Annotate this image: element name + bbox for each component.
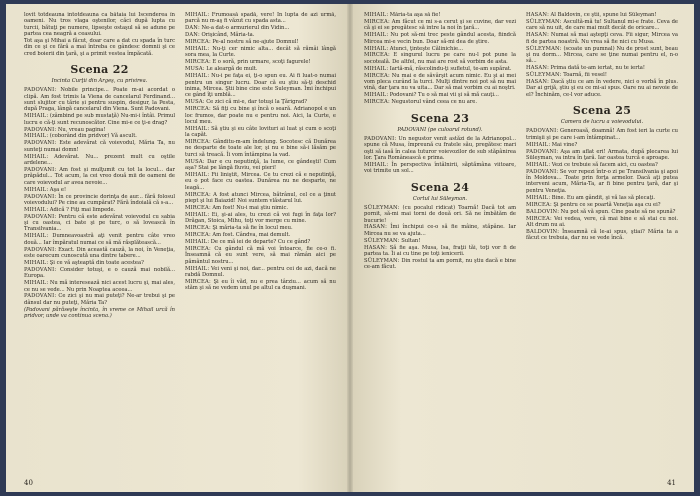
dialogue-paragraph: HASAN: Prima dată te-am iertat, nu te ierta! [526, 65, 645, 72]
dialogue-paragraph: SÜLEYMAN: Toarnă, fii vesel! [526, 72, 607, 79]
dialogue-paragraph: MIRCEA: Gânditu-m-am îndelung. Socotesc că Dunărea ne desparte de toate ale lor, şi nu e bine să-i lăsăm pe turci să treacă. Îi vom întâmpina la vad. [185, 139, 336, 158]
right-column-2 [526, 12, 678, 470]
dialogue-text: Ei, şi-ai ales, tu crezi că voi fugi în faţa lor? Drăgan, Stoica, Mihu, toţi vor merge cu mine. [185, 211, 336, 225]
speaker-name: MIHAIL [24, 113, 47, 120]
dialogue-paragraph: SÜLEYMAN: (scoate un pumnal) Nu de prost sunt, beau şi nu dorm... Mircea, care se ţine numai pentru el, n-o să... [526, 45, 678, 65]
dialogue-paragraph: MIRCEA: Pe-al nostru să ne-ajute Domnul! [185, 39, 299, 46]
speaker-name: BALDOVIN [526, 208, 558, 215]
speaker-name: MIHAIL [364, 12, 387, 18]
scene-setting: Camera de lucru a voievodului. [560, 119, 644, 126]
page-number-left: 40 [24, 479, 33, 487]
speaker-name: MUSA [185, 99, 203, 106]
speaker-name: DAN [185, 25, 199, 32]
speaker-name: HASAN [364, 224, 386, 231]
speaker-name: MUSA [185, 66, 203, 73]
dialogue-text: Ascultă-mă tu! Sultanul mi-e frate. Ceva de care să nu uit, de care mai mult decât de oricare... [526, 18, 678, 32]
speaker-name: MIRCEA [185, 59, 209, 66]
dialogue-paragraph: MIHAIL: Aşa e! [24, 186, 67, 193]
dialogue-paragraph: PADOVANI: Este adevărat că voievodul, Măria Ta, nu sunteţi numai domn! [24, 140, 175, 153]
dialogue-text: E o soră, prin urmare, scoţi fagurele! [212, 59, 311, 66]
dialogue-paragraph: MIHAIL: Nu-ţi cer nimic alta... decât să rămâi lângă sora mea, la Curte. [185, 46, 336, 59]
dialogue-text: În perspectiva întâlnirii, săptămâna viitoare, voi trimite un sol... [364, 161, 516, 175]
speaker-name: PADOVANI [24, 266, 55, 273]
dialogue-paragraph: HASAN: Să fie aşa. Musa, Isa, fraţii tăi, toţi vor fi de partea ta. Îi ai cu tine pe toţi ienicerii. [364, 244, 516, 257]
dialogue-text: Aşa am aflat eri! Armata, după plecarea lui Süleyman, va intra în ţară. Iar oastea turcă e aproape. [526, 148, 678, 161]
dialogue-text: Nu pot să vă spun. Cine poate să ne spună? [560, 208, 676, 215]
speaker-name: MIHAIL [24, 133, 47, 140]
dialogue-paragraph: MIRCEA: Am fost! Nu-i mai ştiu nimic. [185, 204, 289, 211]
dialogue-paragraph: MIHAIL: (zâmbind pe sub mustaţă) Nu-mi-i întâi. Primul lucru e că-ţi sunt recunoscător. Cine mi-e ce ţi-e drag? [24, 113, 175, 126]
dialogue-text: Numai să mai aştepţi ceva. Fii sigur, Mircea va fi de partea noastră. Nu vrea să fie nici cu Musa. [526, 32, 678, 45]
speaker-name: MIHAIL [185, 238, 208, 245]
dialogue-text: Ce zici că mi-e, dar totuşi la Ţărigrad? [206, 99, 308, 106]
dialogue-text: Fii liniştit, Mircea. Ce tu crezi că e neputinţă, eu o pot face cu oastea. Dunărea nu ne desparte, ne leagă... [185, 171, 336, 191]
speaker-name: HASAN [526, 65, 548, 72]
speaker-name: MIHAIL [526, 141, 549, 148]
scene-heading: Scena 24 [410, 180, 470, 194]
speaker-name: MIHAIL [364, 161, 387, 168]
dialogue-text: (coborând din pridvor) Vă ascult. [49, 133, 137, 140]
dialogue-paragraph: HASAN: Al Baldovin, ce ştii, spune lui Süleyman! [526, 12, 657, 18]
dialogue-text: (cu pocalul ridicat) Toarnă! Dacă tot am pornit, să-mi mai torni de două ori. Să ne îmbătăm de bucurie! [364, 204, 516, 224]
dialogue-paragraph: MUSA: Ce zici că mi-e, dar totuşi la Ţărigrad? [185, 99, 308, 106]
dialogue-paragraph: MIHAIL: Nu pot să-mi trec peste gândul acesta, fiindcă Mircea mi-e vecin bun. Doar să-mi dea de ştire. [364, 32, 516, 45]
dialogue-paragraph: MIHAIL: Adică ? Fiţi mai limpede. [24, 206, 116, 213]
dialogue-paragraph: PADOVANI: Exact. Din această cauză, la noi, în Veneţia, este oarecum cunoscută una dintre tabere... [24, 246, 175, 260]
dialogue-paragraph: MIRCEA: Am fost. Cândva, mai demult. [185, 232, 291, 239]
dialogue-paragraph: MIHAIL: Mai vine? [526, 141, 578, 148]
speaker-name: PADOVANI [24, 87, 55, 94]
speaker-name: MIHAIL [24, 259, 47, 266]
dialogue-text: (zâmbind pe sub mustaţă) Nu-mi-i întâi. Primul lucru e că-ţi sunt recunoscător. Cine mi-e ce ţi-e drag? [24, 113, 175, 126]
speaker-name: MIHAIL [526, 161, 549, 168]
dialogue-text: Gânditu-m-am îndelung. Socotesc că Dunărea ne desparte de toate ale lor, şi nu e bine să-i lăsăm pe turci să treacă. Îi vom întâmpina la vad. [185, 139, 336, 158]
scene-setting: Cortul lui Süleyman. [412, 195, 468, 202]
dialogue-paragraph: MIHAIL: Nu mă interesează nici acest lucru şi, mai ales, ce nu se vede... Nu prin Noaptea aceea... [24, 280, 175, 293]
speaker-name: MIRCEA [185, 278, 209, 285]
speaker-name: PADOVANI [24, 293, 55, 300]
dialogue-paragraph: PADOVANI: Aşa am aflat eri! Armata, după plecarea lui Süleyman, va intra în ţară. Iar oastea turcă e aproape. [526, 148, 678, 161]
dialogue-text: Nu-ţi cer nimic alta... decât să rămâi lângă sora mea, la Curte. [185, 46, 336, 59]
dialogue-text: Nu, vreau pagina! [57, 126, 106, 133]
dialogue-paragraph: HASAN: Dacă ştiu ce am în vedere, nici o vorbă în plus. Dar ai grijă, ştiu şi eu ce mi-ai spus. Oare nu ai nevoie de el? Închinăm, ce-l vor aduce. [526, 79, 678, 98]
speaker-name: MUSA [185, 158, 203, 165]
speaker-name: MIHAIL [185, 125, 208, 132]
dialogue-paragraph: MIHAIL: De ce mă iei de departe? Cu ce gând? [185, 238, 311, 245]
dialogue-paragraph: PADOVANI: Am fost și mulţumit cu tot la locul... dar prăpădul... Tot acum, la cei vreo două mii de oameni de care voievodul ar avea nevoie... [24, 166, 175, 186]
speaker-name: MIHAIL [364, 92, 387, 99]
dialogue-paragraph: PADOVANI: Ce zici şi nu mai puteţi? Ne-ar trebui şi pe dânsul dar nu puteţi, Măria Ta? [24, 293, 175, 306]
speaker-name: MIRCEA [526, 201, 550, 208]
dialogue-paragraph: MIRCEA: Vei vedea, vere, că mai bine e să stai cu noi. Alt drum nu ai. [526, 215, 678, 228]
dialogue-paragraph: MIHAIL: Să ştiu şi eu câte lovituri ai luat şi cum o scoţi la capăt. [185, 125, 336, 139]
speaker-name: PADOVANI [24, 126, 55, 133]
dialogue-text: lovit totdeauna întotdeauna ca bătaia lui Iscenderea în oameni. Nu tros vlaga oştenilor, căci după lupta cu turcii, bătuţi pe numere, lipseşte ostaşul să se adune pe partea cea neagră a ceasului. [24, 12, 175, 38]
dialogue-paragraph: MIHAIL: Şi ce vă aşteaptă din toate acestea? [24, 259, 144, 266]
dialogue-text: Nu-i pe faţa ei, ţi-o spun eu. Ai fi luat-o numai pentru un singur lucru. Doar că eu ştiu să-ţi deschid inima, Mircea. Ştii bine cine este Suleyman. Îmi închipui ce gând îţi umblă... [185, 73, 336, 99]
dialogue-text: Negustorul vând ceea ce nu are. [391, 99, 478, 106]
speaker-name: PADOVANI [24, 246, 55, 253]
dialogue-text: Am fost. Cândva, mai demult. [212, 232, 291, 239]
scene-setting: PADOVANI (pe culoarul rotund). [397, 126, 483, 133]
book-gutter [347, 4, 353, 492]
speaker-name: HASAN [526, 32, 548, 39]
speaker-name: SÜLEYMAN [364, 257, 398, 264]
dialogue-paragraph: SÜLEYMAN: Sultan! [364, 237, 421, 244]
dialogue-paragraph: MIHAIL: Bine. Eu am gândit, şi vă las să plecaţi. [526, 194, 656, 201]
right-page [350, 4, 694, 492]
speaker-name: HASAN [364, 244, 386, 251]
speaker-name: PADOVANI [526, 168, 557, 175]
speaker-name: MIRCEA [185, 204, 209, 211]
stage-direction: (Padovani părăseşte încinta, în vreme ce Mihail urcă în pridvor, unde va continua scena.) [24, 306, 175, 320]
dialogue-paragraph: MIRCEA: Şi eu îi văd, nu e prea târziu... acum să nu stăm şi să ne vedem unul pe altul ca duşmani. [185, 278, 336, 292]
dialogue-text: De ce mă iei de departe? Cu ce gând? [210, 238, 311, 245]
dialogue-text: Nu mă interesează nici acest lucru şi, mai ales, ce nu se vede... Nu prin Noaptea aceea... [24, 280, 175, 293]
dialogue-text: Vei veni şi noi, dar... pentru cei de azi, dacă ne rabdă Domnul. [185, 265, 336, 278]
right-page-columns [364, 12, 678, 470]
dialogue-text: Prima dată te-am iertat, nu te ierta! [550, 65, 645, 72]
left-page [6, 4, 350, 492]
speaker-name: MIHAIL [24, 206, 47, 213]
dialogue-text: Al Baldovin, ce ştii, spune lui Süleyman! [550, 12, 657, 18]
speaker-name: MIRCEA [364, 72, 388, 79]
dialogue-text: Am fost și mulţumit cu tot la locul... dar prăpădul... Tot acum, la cei vreo două mii de oameni de care voievodul ar avea nevoie... [24, 166, 175, 186]
dialogue-text: Şi pentru ce se poartă Veneţia aşa cu ei? [553, 201, 661, 208]
dialogue-text: A fost atunci Mircea, bătrânul, cel ce a ţinut piept şi lui Baiazid! Noi suntem vlăstarul lui. [185, 191, 336, 204]
dialogue-text: Sultan! [401, 237, 421, 244]
dialogue-paragraph: PADOVANI: Pentru că este adevărat voievodul cu sabia şi cu oastea, ci bate şi pe turc, o să lovească în Transilvania... [24, 213, 175, 233]
speaker-name: PADOVANI [364, 135, 395, 142]
dialogue-text: Atunci, ţinteşte Călinichie... [389, 45, 464, 52]
dialogue-paragraph: SÜLEYMAN: Din rostul ta am pornit, nu ştiu dacă e bine ce-am făcut. [364, 257, 516, 271]
dialogue-text: Consider totuşi, e o cauză mai nobilă... Europa. [24, 266, 175, 280]
speaker-name: PADOVANI [24, 213, 55, 220]
dialogue-text: Mai vine? [551, 141, 578, 148]
dialogue-text: Le aleargă de mult. [206, 66, 258, 73]
dialogue-paragraph: MIHAIL: Nu-i pe faţa ei, ţi-o spun eu. Ai fi luat-o numai pentru un singur lucru. Doar că eu ştiu să-ţi deschid inima, Mircea. Ştii bine cine este Suleyman. Îmi închipui ce gând îţi umblă... [185, 73, 336, 99]
dialogue-text: Vei vedea, vere, că mai bine e să stai cu noi. Alt drum nu ai. [526, 215, 678, 228]
speaker-name: MIRCEA [185, 106, 209, 113]
speaker-name: HASAN [526, 12, 548, 18]
dialogue-paragraph: SÜLEYMAN: Ascultă-mă tu! Sultanul mi-e frate. Ceva de care să nu uit, de care mai mult decât de oricare... [526, 18, 678, 32]
dialogue-text: Şi eu îi văd, nu e prea târziu... acum să nu stăm şi să ne vedem unul pe altul ca duşmani. [185, 278, 336, 292]
dialogue-text: Dumneavoastră aţi venit pentru câte vreo două... Iar împăratul numai ce să mă răsplătească... [24, 233, 175, 246]
dialogue-paragraph: MIHAIL: În perspectiva întâlnirii, săptămâna viitoare, voi trimite un sol... [364, 161, 516, 175]
dialogue-text: Se vor repezi într-o zi pe Transilvania şi apoi în Moldova... Toate prin forţa armelor. Dacă aţi putea interveni acum, Măria-Ta, ar fi bine pentru ţară, dar şi pentru Veneţia. [526, 168, 678, 194]
speaker-name: SÜLEYMAN [364, 237, 398, 244]
dialogue-paragraph: HASAN: Îmi închipui ce-o să fie mâine, stăpâne. Iar Mircea nu se va ajuta... [364, 224, 516, 237]
dialogue-text: Am fost! Nu-i mai ştiu nimic. [212, 204, 289, 211]
dialogue-text: Măria-ta aşa să fie! [389, 12, 441, 18]
dialogue-paragraph: MUSA: Dar e cu neputinţă, la lume, ce gândeşti! Cum aşa? Stai pe lângă fluviu, vei pieri! [185, 158, 336, 172]
speaker-name: MIHAIL [364, 45, 387, 52]
scene-heading: Scena 22 [70, 63, 129, 76]
speaker-name: HASAN [526, 79, 548, 85]
scene-heading: Scena 23 [410, 111, 470, 125]
dialogue-paragraph: MIHAIL: Podovani? Tu o să mai vii şi să mă cauţi... [364, 92, 499, 99]
dialogue-text: Şi măria-ta să fie în locul meu. [212, 225, 293, 232]
dialogue-text: Dacă ştiu ce am în vedere, nici o vorbă în plus. Dar ai grijă, ştiu şi eu ce mi-ai spus. Oare nu ai nevoie de el? Închinăm, ce-l vor aduce. [526, 79, 678, 98]
dialogue-paragraph [24, 38, 175, 57]
dialogue-text: E singurul lucru pe care nu-l pot pune la socoteală. De altfel, nu mai are rost să vorbim de asta. [364, 52, 516, 65]
dialogue-paragraph [24, 12, 175, 37]
dialogue-text: Din rostul ta am pornit, nu ştiu dacă e bine ce-am făcut. [364, 257, 516, 271]
dialogue-text: Să fiţi cu bine şi încă o seară. Adrianopol e un loc frumos, dar poate nu e pentru noi. Aici, la Curte, e locul meu. [185, 106, 336, 125]
dialogue-paragraph: MUSA: Le aleargă de mult. [185, 66, 258, 73]
speaker-name: PADOVANI [526, 148, 557, 155]
dialogue-text: Să ştiu şi eu câte lovituri ai luat şi cum o scoţi la capăt. [185, 125, 336, 139]
speaker-name: MIHAIL [24, 153, 47, 160]
dialogue-text: Îmi închipui ce-o să fie mâine, stăpâne. Iar Mircea nu se va ajuta... [364, 224, 516, 237]
dialogue-text: Nu mai e de săvârşit acum nimic. Eu şi ai mei vom pleca curând la turci. Mulţi dintre noi pot să nu mai vină, dar ţara nu va uita... Dar să mai vorbim cu ai noştri. [364, 72, 516, 92]
dialogue-paragraph: PADOVANI: Nu, vreau pagina! [24, 126, 106, 133]
scene-setting: Incinta Curţii din Argeş, cu privirea. [51, 78, 148, 84]
book-spread [6, 4, 694, 492]
dialogue-paragraph: BALDOVIN: Înseamnă că le-ai spus, ştiai? Măria ta a făcut ce trebuia, dar nu se vede încă. [526, 228, 678, 242]
dialogue-paragraph: PADOVANI: În ce provincie dorinţa de aur... fără folosul voievodului? Pe cine au cumpărat? Fără îndoială că s-a... [24, 193, 175, 206]
dialogue-paragraph: MIRCEA: Să fiţi cu bine şi încă o seară. Adrianopol e un loc frumos, dar poate nu e pentru noi. Aici, la Curte, e locul meu. [185, 106, 336, 125]
dialogue-text: Podovani? Tu o să mai vii şi să mă cauţi... [389, 92, 499, 99]
dialogue-text: Adevărat. Nu... prezent mult cu oştile ardelene... [24, 153, 175, 167]
dialogue-text: Ce zici şi nu mai puteţi? Ne-ar trebui şi pe dânsul dar nu puteţi, Măria Ta? [24, 293, 175, 306]
speaker-name: MIHAIL [364, 32, 387, 39]
dialogue-paragraph: MIHAIL: Frumoasă spadă, vere! În lupta de azi urmă, parcă nu m-aş fi văzut cu spada asta... [185, 12, 336, 25]
dialogue-paragraph: PADOVANI: Un negustor venit astăzi de la Adrianopol... spune că Musa, împreună cu fratele său, pregătesc mari oşti să iasă în calea tuturor voievozilor de sub stăpânirea lor. Ţara Românească e prima. [364, 135, 516, 161]
dialogue-paragraph: PADOVANI: Se vor repezi într-o zi pe Transilvania şi apoi în Moldova... Toate prin forţa armelor. Dacă aţi putea interveni acum, Măria-Ta, ar fi bine pentru ţară, dar şi pentru Veneţia. [526, 168, 678, 194]
dialogue-paragraph: MIRCEA: Şi măria-ta să fie în locul meu. [185, 225, 293, 232]
dialogue-text: Ne-a dat-o armurierul din Vidin... [201, 25, 290, 32]
dialogue-text: În ce provincie dorinţa de aur... fără folosul voievodului? Pe cine au cumpărat? Fără îndoială că s-a... [24, 193, 175, 206]
speaker-name: SÜLEYMAN [526, 45, 560, 52]
dialogue-paragraph: MIHAIL: Atunci, ţinteşte Călinichie... [364, 45, 464, 52]
speaker-name: MIHAIL [185, 46, 208, 53]
dialogue-paragraph: MIHAIL: Vei veni şi noi, dar... pentru cei de azi, dacă ne rabdă Domnul. [185, 265, 336, 278]
dialogue-text: Tot aşa şi Mihai a făcut, doar care a dat cu spada în turc din ce şi ce fără a mai întreba ce gândesc domnii şi ce cred boierii din ţară, şi a primit vestea împăcată. [24, 37, 175, 57]
dialogue-text: Exact. Din această cauză, la noi, în Veneţia, este oarecum cunoscută una dintre tabere... [24, 246, 175, 260]
dialogue-paragraph: BALDOVIN: Nu pot să vă spun. Cine poate să ne spună? [526, 208, 676, 215]
dialogue-text: Pe-al nostru să ne-ajute Domnul! [212, 39, 299, 46]
speaker-name: PADOVANI [526, 128, 557, 135]
speaker-name: MIRCEA [185, 232, 209, 239]
dialogue-text: Şi ce vă aşteaptă din toate acestea? [49, 259, 144, 266]
dialogue-paragraph: MIHAIL: Dumneavoastră aţi venit pentru câte vreo două... Iar împăratul numai ce să mă răsplătească... [24, 233, 175, 246]
speaker-name: BALDOVIN [526, 228, 558, 235]
dialogue-text: Să fie aşa. Musa, Isa, fraţii tăi, toţi vor fi de partea ta. Îi ai cu tine pe toţi ienicerii. [364, 244, 516, 257]
speaker-name: MIHAIL [185, 265, 208, 272]
speaker-name: MIRCEA [185, 191, 209, 198]
dialogue-paragraph: MIRCEA: Nu mai e de săvârşit acum nimic. Eu şi ai mei vom pleca curând la turci. Mulţi dintre noi pot să nu mai vină, dar ţara nu va uita... Dar să mai vorbim cu ai noştri. [364, 72, 516, 92]
dialogue-paragraph: MIRCEA: Şi pentru ce se poartă Veneţia aşa cu ei? [526, 201, 661, 208]
dialogue-paragraph: MIRCEA: Am făcut ce mi s-a cerut şi se cuvine, dar vezi că şi ei se pregătesc să intre la noi în ţară... [364, 18, 516, 32]
dialogue-paragraph: MIHAIL: Vezi ce trebuie să facem aici, cu oastea? [526, 161, 658, 168]
left-column-1 [24, 12, 175, 470]
left-page-columns [24, 12, 336, 470]
dialogue-text: Nobile principe... Poate m-ai acordat o clipă. Am fost trimis la Viena de cancelarul Ferdinand... sunt slujitor cu tărie și pentru suspin, desigur, la Pesta, după Praga, lângă cancelarul din Viena. Sunt Padovani. [24, 87, 175, 113]
dialogue-paragraph: MIHAIL: Fii liniştit, Mircea. Ce tu crezi că e neputinţă, eu o pot face cu oastea. Dunărea nu ne desparte, ne leagă... [185, 171, 336, 191]
dialogue-text: Pentru că este adevărat voievodul cu sabia şi cu oastea, ci bate şi pe turc, o să lovească în Transilvania... [24, 213, 175, 233]
dialogue-text: Aşa e! [49, 186, 67, 193]
left-column-2 [185, 12, 336, 470]
dialogue-paragraph: DAN: Ne-a dat-o armurierul din Vidin... [185, 25, 290, 32]
dialogue-paragraph: SÜLEYMAN: (cu pocalul ridicat) Toarnă! Dacă tot am pornit, să-mi mai torni de două ori. Să ne îmbătăm de bucurie! [364, 204, 516, 224]
dialogue-text: Înseamnă că le-ai spus, ştiai? Măria ta a făcut ce trebuia, dar nu se vede încă. [526, 228, 678, 242]
speaker-name: MIHAIL [185, 12, 208, 18]
dialogue-paragraph: HASAN: Numai să mai aştepţi ceva. Fii sigur, Mircea va fi de partea noastră. Nu vrea să fie nici cu Musa. [526, 32, 678, 45]
dialogue-text: Un negustor venit astăzi de la Adrianopol... spune că Musa, împreună cu fratele său, pregătesc mari oşti să iasă în calea tuturor voievozilor de sub stăpânirea lor. Ţara Românească e prima. [364, 135, 516, 161]
dialogue-paragraph: MIRCEA: E singurul lucru pe care nu-l pot pune la socoteală. De altfel, nu mai are rost să vorbim de asta. [364, 52, 516, 65]
speaker-name: PADOVANI [24, 193, 55, 200]
speaker-name: MIHAIL [185, 73, 208, 80]
dialogue-paragraph: MIRCEA: A fost atunci Mircea, bătrânul, cel ce a ţinut piept şi lui Baiazid! Noi suntem vlăstarul lui. [185, 191, 336, 204]
speaker-name: MIHAIL [24, 233, 47, 240]
speaker-name: PADOVANI [24, 140, 55, 147]
dialogue-paragraph: MIRCEA: Cu gândul că mă voi întoarce, fie ce-o fi. Înseamnă că eu sunt vere, să mai rămân aici pe pământul nostru... [185, 245, 336, 265]
page-number-right: 41 [667, 479, 676, 487]
speaker-name: MIRCEA [185, 139, 209, 146]
scene-heading: Scena 25 [572, 104, 632, 118]
dialogue-text: Bine. Eu am gândit, şi vă las să plecaţi. [551, 194, 656, 201]
dialogue-paragraph: MIHAIL: (coborând din pridvor) Vă ascult. [24, 133, 137, 140]
dialogue-paragraph: DAN: Orişicând, Măria-ta. [185, 32, 255, 39]
dialogue-text: (scoate un pumnal) Nu de prost sunt, beau şi nu dorm... Mircea, care se ţine numai pentru el, n-o să... [526, 45, 678, 65]
speaker-name: MIRCEA [185, 225, 209, 232]
speaker-name: MIRCEA [185, 39, 209, 46]
dialogue-text: Generoasă, doamnă! Am fost ieri la curte cu trimişii şi pe care i-am întâmpinat... [526, 128, 678, 141]
dialogue-text: Cu gândul că mă voi întoarce, fie ce-o fi. Înseamnă că eu sunt vere, să mai rămân aici pe pământul nostru... [185, 245, 336, 265]
dialogue-paragraph: MIHAIL: Adevărat. Nu... prezent mult cu oştile ardelene... [24, 153, 175, 167]
right-column-1 [364, 12, 516, 470]
dialogue-text: Nu pot să-mi trec peste gândul acesta, fiindcă Mircea mi-e vecin bun. Doar să-mi dea de ştire. [364, 32, 516, 45]
dialogue-paragraph: MIRCEA: Negustorul vând ceea ce nu are. [364, 99, 478, 106]
speaker-name: MIRCEA [364, 52, 388, 59]
speaker-name: MIRCEA [364, 18, 388, 25]
speaker-name: MIHAIL [364, 65, 387, 72]
speaker-name: MIHAIL [185, 211, 208, 218]
dialogue-paragraph: MIHAIL: Ei, şi-ai ales, tu crezi că voi fugi în faţa lor? Drăgan, Stoica, Mihu, toţi vor merge cu mine. [185, 211, 336, 225]
speaker-name: MIRCEA [526, 215, 550, 222]
dialogue-text: Dar e cu neputinţă, la lume, ce gândeşti! Cum aşa? Stai pe lângă fluviu, vei pieri! [185, 158, 336, 172]
dialogue-paragraph: MIRCEA: E o soră, prin urmare, scoţi fagurele! [185, 59, 311, 66]
speaker-name: SÜLEYMAN [364, 204, 398, 211]
speaker-name: SÜLEYMAN [526, 18, 560, 25]
dialogue-text: Frumoasă spadă, vere! În lupta de azi urmă, parcă nu m-aş fi văzut cu spada asta... [185, 12, 336, 25]
speaker-name: SÜLEYMAN [526, 72, 560, 79]
dialogue-paragraph: PADOVANI: Generoasă, doamnă! Am fost ieri la curte cu trimişii şi pe care i-am întâmpinat... [526, 128, 678, 141]
speaker-name: MIHAIL [24, 280, 47, 287]
speaker-name: MIRCEA [185, 245, 209, 252]
speaker-name: MIHAIL [185, 171, 208, 178]
dialogue-text: Am făcut ce mi s-a cerut şi se cuvine, dar vezi că şi ei se pregătesc să intre la noi în ţară... [364, 18, 516, 32]
dialogue-paragraph: MIHAIL: Măria-ta aşa să fie! [364, 12, 441, 18]
dialogue-paragraph: PADOVANI: Consider totuşi, e o cauză mai nobilă... Europa. [24, 266, 175, 280]
speaker-name: MIHAIL [24, 186, 47, 193]
dialogue-text: Este adevărat că voievodul, Măria Ta, nu sunteţi numai domn! [24, 140, 175, 153]
speaker-name: DAN [185, 32, 199, 39]
dialogue-text: Vezi ce trebuie să facem aici, cu oastea? [551, 161, 658, 168]
dialogue-text: Toarnă, fii vesel! [563, 72, 607, 79]
dialogue-text: Adică ? Fiţi mai limpede. [49, 206, 116, 213]
speaker-name: MIHAIL [526, 194, 549, 201]
dialogue-paragraph: MIHAIL: Iartă-mă, răscolindu-ţi sufletul, te-am supărat. [364, 65, 512, 72]
dialogue-paragraph: PADOVANI: Nobile principe... Poate m-ai acordat o clipă. Am fost trimis la Viena de cancelarul Ferdinand... sunt slujitor cu tărie și pentru suspin, desigur, la Pesta, după Praga, lângă cancelarul din Viena. Sunt Padovani. [24, 87, 175, 113]
dialogue-text: Iartă-mă, răscolindu-ţi sufletul, te-am supărat. [389, 65, 512, 72]
speaker-name: MIRCEA [364, 99, 388, 106]
dialogue-text: Orişicând, Măria-ta. [201, 32, 255, 39]
speaker-name: PADOVANI [24, 166, 55, 173]
